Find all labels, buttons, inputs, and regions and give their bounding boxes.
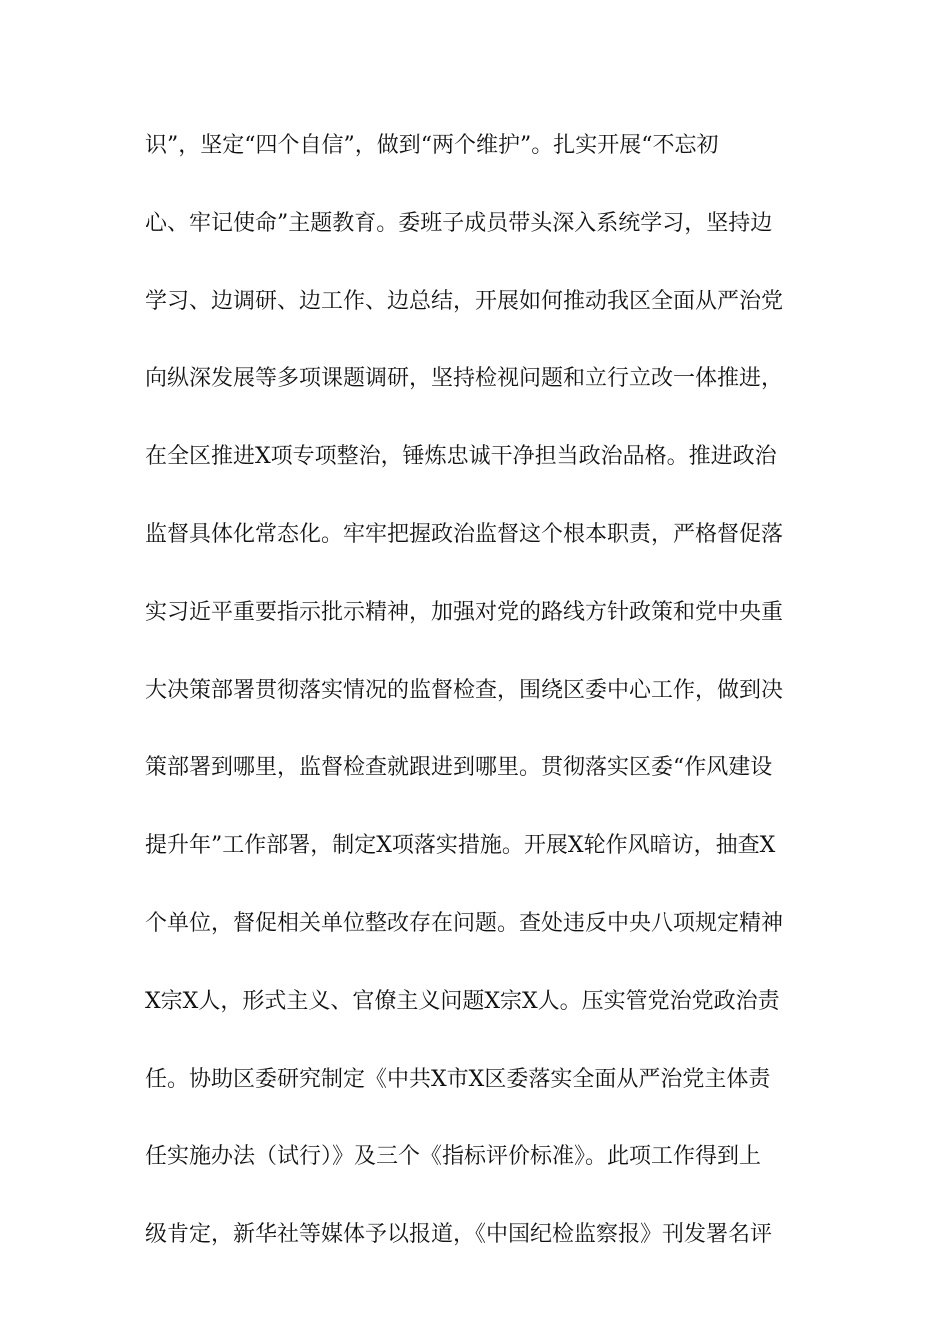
text-line-11: 个单位，督促相关单位整改存在问题。查处违反中央八项规定精神 <box>145 910 784 936</box>
text-line-1: 识”，坚定“四个自信”，做到“两个维护”。扎实开展“不忘初 <box>145 133 719 158</box>
text-line-7: 实习近平重要指示批示精神，加强对党的路线方针政策和党中央重 <box>145 599 784 625</box>
text-line-2: 心、牢记使命”主题教育。委班子成员带头深入系统学习，坚持边 <box>145 210 773 236</box>
text-line-8: 大决策部署贯彻落实情况的监督检查，围绕区委中心工作，做到决 <box>145 677 784 703</box>
body-text <box>145 130 815 1297</box>
text-line-12: X宗X人，形式主义、官僚主义问题X宗X人。压实管党治党政治责 <box>145 988 780 1014</box>
text-line-10: 提升年”工作部署，制定X项落实措施。开展X轮作风暗访，抽查X <box>145 833 776 859</box>
text-line-14: 任实施办法（试行）》及三个《指标评价标准》。此项工作得到上 <box>145 1144 762 1170</box>
text-line-5: 在全区推进X项专项整治，锤炼忠诚干净担当政治品格。推进政治 <box>145 444 777 470</box>
text-line-4: 向纵深发展等多项课题调研，坚持检视问题和立行立改一体推进， <box>145 366 784 392</box>
text-line-9: 策部署到哪里，监督检查就跟进到哪里。贯彻落实区委“作风建设 <box>145 755 773 781</box>
text-line-13: 任。协助区委研究制定《中共X市X区委落实全面从严治党主体责 <box>145 1066 771 1092</box>
text-line-6: 监督具体化常态化。牢牢把握政治监督这个根本职责，严格督促落 <box>145 521 784 547</box>
text-line-15: 级肯定，新华社等媒体予以报道，《中国纪检监察报》刊发署名评 <box>145 1222 773 1248</box>
text-line-3: 学习、边调研、边工作、边总结，开展如何推动我区全面从严治党 <box>145 288 784 314</box>
